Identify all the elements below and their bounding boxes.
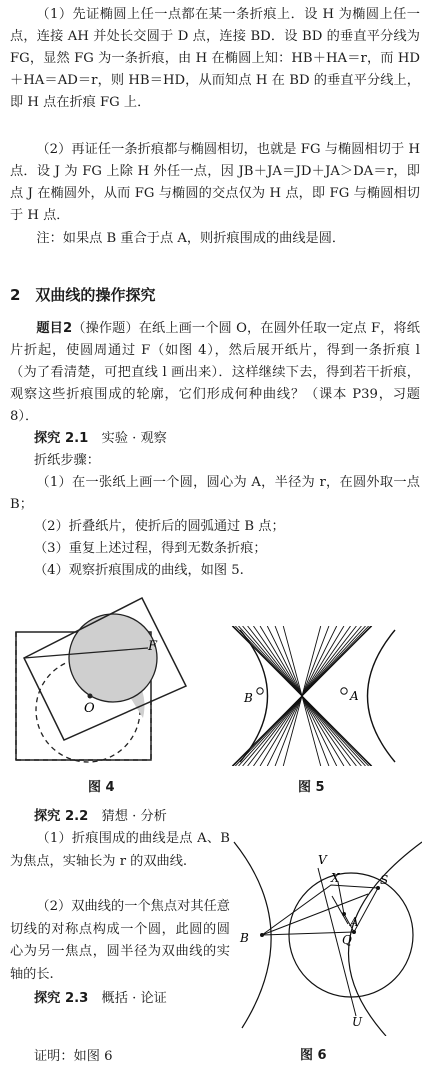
- label-a: A: [350, 689, 359, 703]
- step-3: （3）重复上述过程，得到无数条折痕；: [34, 541, 267, 556]
- label-s: S: [380, 873, 389, 887]
- exploration-2-1: [34, 428, 167, 450]
- figure-4-caption: 图 4: [88, 780, 115, 795]
- step-4: （4）观察折痕围成的曲线，如图 5.: [34, 563, 244, 578]
- problem-label: 题目2: [36, 321, 73, 336]
- point-o: [88, 694, 93, 699]
- step-2: （2）折叠纸片，使折后的圆弧通过 B 点；: [34, 519, 285, 534]
- problem-text: （操作题）在纸上画一个圆 O，在圆外任取一定点 F，将纸片折起，使圆周通过 F（如图 4），然后展开纸片，得到一条折痕 l（为了看清楚，可把直线 l 画出来）．这样继续下去，得到若干折痕，观察这些折痕围成的轮廓，它们形成何种曲线？（课本 P39，习题 8）．: [10, 321, 420, 424]
- exploration-2-3: [34, 988, 167, 1010]
- figure-5-caption: 图 5: [298, 780, 325, 795]
- figure-6-caption: 图 6: [300, 1048, 327, 1063]
- guess-2: （2）双曲线的一个焦点对其任意切线的对称点构成一个圆，此圆的圆心为另一焦点，圆半径为双曲线的实轴的长.: [10, 899, 230, 982]
- proof-start: 证明：如图 6: [34, 1049, 113, 1064]
- figure-4: [8, 590, 203, 770]
- exp23-title: 概括 · 论证: [101, 991, 167, 1006]
- label-u: U: [352, 1015, 363, 1029]
- label-f: F: [148, 639, 158, 654]
- note: 注：如果点 B 重合于点 A，则折痕围成的曲线是圆．: [36, 231, 346, 246]
- guess-1: （1）折痕围成的曲线是点 A、B 为焦点，实轴长为 r 的双曲线.: [10, 831, 230, 869]
- label-q: Q: [342, 933, 352, 947]
- step-1: （1）在一张纸上画一个圆，圆心为 A，半径为 r，在圆外取一点 B；: [10, 475, 420, 512]
- proof-part-1: （1）先证椭圆上任一点都在某一条折痕上．设 H 为椭圆上任一点，连接 AH 并处长交圆于 D 点，连接 BD．设 BD 的垂直平分线为 FG，显然 FG 为一条折痕，由 H 在椭圆上知：HB＋HA＝r，而 HD＋HA＝AD＝r，则 HB＝HD，从而知点 H 在 BD 的垂直平分线上，即 H 点在折痕 FG 上．: [10, 7, 420, 110]
- exp21-label: 探究 2.1: [34, 431, 89, 446]
- exp23-label: 探究 2.3: [34, 991, 89, 1006]
- exp22-title: 猜想 · 分析: [101, 809, 167, 824]
- label-v: V: [318, 853, 327, 867]
- figure-6: [226, 840, 422, 1036]
- steps-title: 折纸步骤：: [34, 453, 100, 468]
- figure-5: [220, 626, 420, 766]
- exploration-2-2: [34, 806, 167, 828]
- label-o: O: [84, 701, 95, 716]
- label-x: X: [331, 871, 340, 885]
- section-heading: 2 双曲线的操作探究: [10, 286, 156, 304]
- exp22-label: 探究 2.2: [34, 809, 89, 824]
- problem-2: [10, 318, 420, 428]
- exp21-title: 实验 · 观察: [101, 431, 167, 446]
- label-b6: B: [240, 931, 249, 945]
- label-a6: A: [350, 915, 359, 929]
- proof-part-2: （2）再证任一条折痕都与椭圆相切，也就是 FG 与椭圆相切于 H 点．设 J 为 FG 上除 H 外任一点，因 JB＋JA＝JD＋JA＞DA＝r，即点 J 在椭圆外，从而 FG 与椭圆的交点仅为 H 点，即 FG 与椭圆相切于 H 点．: [10, 142, 420, 223]
- label-b: B: [244, 691, 253, 705]
